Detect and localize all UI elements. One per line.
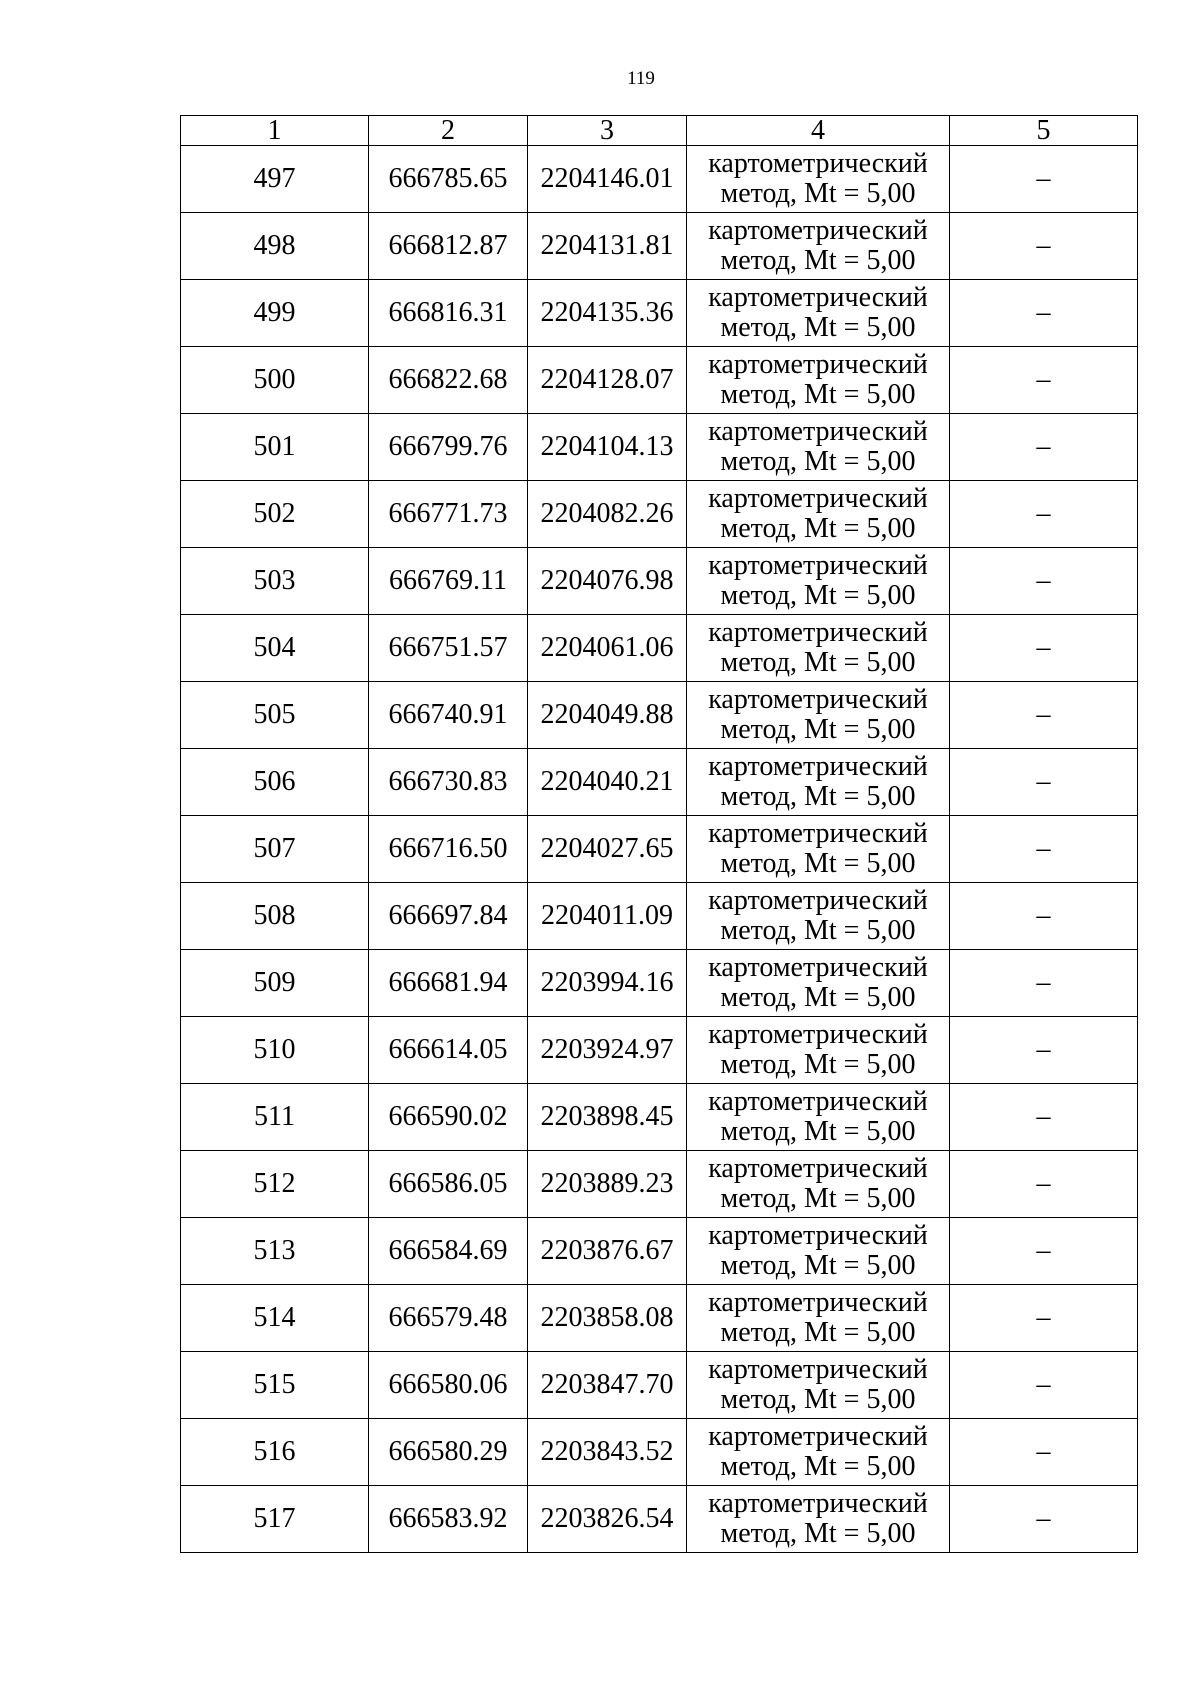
y-coordinate-cell: 2204011.09 xyxy=(528,883,687,950)
x-coordinate-cell: 666769.11 xyxy=(369,548,528,615)
method-accuracy: метод, Mt = 5,00 xyxy=(720,915,916,946)
method-name: картометрический xyxy=(708,282,928,313)
x-coordinate-cell: 666799.76 xyxy=(369,414,528,481)
x-coordinate-cell: 666579.48 xyxy=(369,1285,528,1352)
description-cell: – xyxy=(950,414,1138,481)
point-number-cell: 510 xyxy=(181,1017,369,1084)
coordinates-table xyxy=(180,115,1138,1553)
y-coordinate-cell: 2204104.13 xyxy=(528,414,687,481)
method-name: картометрический xyxy=(708,1421,928,1452)
method-cell xyxy=(687,1352,950,1419)
y-coordinate-cell: 2204146.01 xyxy=(528,146,687,213)
method-name: картометрический xyxy=(708,148,928,179)
method-accuracy: метод, Mt = 5,00 xyxy=(720,1049,916,1080)
description-cell: – xyxy=(950,1419,1138,1486)
header-cell-5: 5 xyxy=(950,116,1138,146)
method-cell xyxy=(687,1419,950,1486)
method-cell xyxy=(687,1486,950,1553)
method-accuracy: метод, Mt = 5,00 xyxy=(720,446,916,477)
y-coordinate-cell: 2204049.88 xyxy=(528,682,687,749)
table-row xyxy=(181,481,1138,548)
method-accuracy: метод, Mt = 5,00 xyxy=(720,1250,916,1281)
point-number-cell: 501 xyxy=(181,414,369,481)
method-accuracy: метод, Mt = 5,00 xyxy=(720,379,916,410)
x-coordinate-cell: 666816.31 xyxy=(369,280,528,347)
x-coordinate-cell: 666583.92 xyxy=(369,1486,528,1553)
page-number: 119 xyxy=(627,68,655,89)
description-cell: – xyxy=(950,950,1138,1017)
method-name: картометрический xyxy=(708,952,928,983)
method-name: картометрический xyxy=(708,885,928,916)
point-number-cell: 504 xyxy=(181,615,369,682)
table-row xyxy=(181,615,1138,682)
point-number-cell: 497 xyxy=(181,146,369,213)
method-accuracy: метод, Mt = 5,00 xyxy=(720,1116,916,1147)
y-coordinate-cell: 2203898.45 xyxy=(528,1084,687,1151)
description-cell: – xyxy=(950,213,1138,280)
description-cell: – xyxy=(950,1285,1138,1352)
point-number-cell: 499 xyxy=(181,280,369,347)
point-number-cell: 514 xyxy=(181,1285,369,1352)
method-name: картометрический xyxy=(708,751,928,782)
method-name: картометрический xyxy=(708,1086,928,1117)
y-coordinate-cell: 2204131.81 xyxy=(528,213,687,280)
method-cell xyxy=(687,1084,950,1151)
x-coordinate-cell: 666822.68 xyxy=(369,347,528,414)
table-row xyxy=(181,1218,1138,1285)
method-name: картометрический xyxy=(708,1354,928,1385)
point-number-cell: 502 xyxy=(181,481,369,548)
description-cell: – xyxy=(950,280,1138,347)
x-coordinate-cell: 666785.65 xyxy=(369,146,528,213)
method-accuracy: метод, Mt = 5,00 xyxy=(720,513,916,544)
table-row xyxy=(181,1419,1138,1486)
table-row xyxy=(181,347,1138,414)
method-cell xyxy=(687,347,950,414)
method-accuracy: метод, Mt = 5,00 xyxy=(720,714,916,745)
point-number-cell: 503 xyxy=(181,548,369,615)
method-cell xyxy=(687,548,950,615)
description-cell: – xyxy=(950,1084,1138,1151)
y-coordinate-cell: 2203858.08 xyxy=(528,1285,687,1352)
method-cell xyxy=(687,1218,950,1285)
description-cell: – xyxy=(950,816,1138,883)
x-coordinate-cell: 666751.57 xyxy=(369,615,528,682)
point-number-cell: 508 xyxy=(181,883,369,950)
method-name: картометрический xyxy=(708,1488,928,1519)
table-row xyxy=(181,749,1138,816)
y-coordinate-cell: 2204076.98 xyxy=(528,548,687,615)
y-coordinate-cell: 2203889.23 xyxy=(528,1151,687,1218)
point-number-cell: 498 xyxy=(181,213,369,280)
point-number-cell: 505 xyxy=(181,682,369,749)
method-cell xyxy=(687,481,950,548)
method-name: картометрический xyxy=(708,1287,928,1318)
description-cell: – xyxy=(950,1017,1138,1084)
table-row xyxy=(181,1017,1138,1084)
method-cell xyxy=(687,615,950,682)
y-coordinate-cell: 2204128.07 xyxy=(528,347,687,414)
y-coordinate-cell: 2204027.65 xyxy=(528,816,687,883)
method-accuracy: метод, Mt = 5,00 xyxy=(720,1451,916,1482)
header-cell-1: 1 xyxy=(181,116,369,146)
method-cell xyxy=(687,682,950,749)
description-cell: – xyxy=(950,347,1138,414)
method-name: картометрический xyxy=(708,1220,928,1251)
method-accuracy: метод, Mt = 5,00 xyxy=(720,848,916,879)
method-cell xyxy=(687,950,950,1017)
x-coordinate-cell: 666812.87 xyxy=(369,213,528,280)
method-cell xyxy=(687,1151,950,1218)
x-coordinate-cell: 666586.05 xyxy=(369,1151,528,1218)
table-row xyxy=(181,146,1138,213)
description-cell: – xyxy=(950,146,1138,213)
y-coordinate-cell: 2203826.54 xyxy=(528,1486,687,1553)
method-cell xyxy=(687,414,950,481)
method-name: картометрический xyxy=(708,483,928,514)
point-number-cell: 513 xyxy=(181,1218,369,1285)
table-row xyxy=(181,816,1138,883)
table-row xyxy=(181,883,1138,950)
header-cell-4: 4 xyxy=(687,116,950,146)
x-coordinate-cell: 666716.50 xyxy=(369,816,528,883)
table-row xyxy=(181,1486,1138,1553)
description-cell: – xyxy=(950,481,1138,548)
method-accuracy: метод, Mt = 5,00 xyxy=(720,1518,916,1549)
method-accuracy: метод, Mt = 5,00 xyxy=(720,1384,916,1415)
header-cell-3: 3 xyxy=(528,116,687,146)
method-accuracy: метод, Mt = 5,00 xyxy=(720,1317,916,1348)
header-cell-2: 2 xyxy=(369,116,528,146)
point-number-cell: 506 xyxy=(181,749,369,816)
y-coordinate-cell: 2203924.97 xyxy=(528,1017,687,1084)
y-coordinate-cell: 2203876.67 xyxy=(528,1218,687,1285)
method-accuracy: метод, Mt = 5,00 xyxy=(720,580,916,611)
description-cell: – xyxy=(950,1486,1138,1553)
table-row xyxy=(181,682,1138,749)
x-coordinate-cell: 666580.06 xyxy=(369,1352,528,1419)
table-row xyxy=(181,548,1138,615)
table-row xyxy=(181,213,1138,280)
point-number-cell: 511 xyxy=(181,1084,369,1151)
point-number-cell: 509 xyxy=(181,950,369,1017)
table-row xyxy=(181,414,1138,481)
method-name: картометрический xyxy=(708,349,928,380)
x-coordinate-cell: 666614.05 xyxy=(369,1017,528,1084)
y-coordinate-cell: 2204135.36 xyxy=(528,280,687,347)
point-number-cell: 500 xyxy=(181,347,369,414)
point-number-cell: 507 xyxy=(181,816,369,883)
y-coordinate-cell: 2204082.26 xyxy=(528,481,687,548)
x-coordinate-cell: 666584.69 xyxy=(369,1218,528,1285)
point-number-cell: 517 xyxy=(181,1486,369,1553)
x-coordinate-cell: 666697.84 xyxy=(369,883,528,950)
description-cell: – xyxy=(950,682,1138,749)
method-cell xyxy=(687,883,950,950)
table-row xyxy=(181,1084,1138,1151)
method-accuracy: метод, Mt = 5,00 xyxy=(720,647,916,678)
point-number-cell: 512 xyxy=(181,1151,369,1218)
method-name: картометрический xyxy=(708,1153,928,1184)
method-accuracy: метод, Mt = 5,00 xyxy=(720,1183,916,1214)
description-cell: – xyxy=(950,1352,1138,1419)
method-name: картометрический xyxy=(708,215,928,246)
y-coordinate-cell: 2204040.21 xyxy=(528,749,687,816)
description-cell: – xyxy=(950,1151,1138,1218)
y-coordinate-cell: 2203847.70 xyxy=(528,1352,687,1419)
x-coordinate-cell: 666590.02 xyxy=(369,1084,528,1151)
point-number-cell: 515 xyxy=(181,1352,369,1419)
method-name: картометрический xyxy=(708,1019,928,1050)
method-accuracy: метод, Mt = 5,00 xyxy=(720,781,916,812)
description-cell: – xyxy=(950,883,1138,950)
table-row xyxy=(181,280,1138,347)
method-cell xyxy=(687,749,950,816)
method-cell xyxy=(687,816,950,883)
y-coordinate-cell: 2203994.16 xyxy=(528,950,687,1017)
method-accuracy: метод, Mt = 5,00 xyxy=(720,312,916,343)
method-name: картометрический xyxy=(708,684,928,715)
y-coordinate-cell: 2203843.52 xyxy=(528,1419,687,1486)
method-name: картометрический xyxy=(708,550,928,581)
method-cell xyxy=(687,1285,950,1352)
method-cell xyxy=(687,146,950,213)
description-cell: – xyxy=(950,1218,1138,1285)
point-number-cell: 516 xyxy=(181,1419,369,1486)
method-accuracy: метод, Mt = 5,00 xyxy=(720,178,916,209)
x-coordinate-cell: 666730.83 xyxy=(369,749,528,816)
method-cell xyxy=(687,213,950,280)
method-name: картометрический xyxy=(708,818,928,849)
x-coordinate-cell: 666740.91 xyxy=(369,682,528,749)
method-accuracy: метод, Mt = 5,00 xyxy=(720,245,916,276)
x-coordinate-cell: 666580.29 xyxy=(369,1419,528,1486)
method-cell xyxy=(687,1017,950,1084)
method-cell xyxy=(687,280,950,347)
x-coordinate-cell: 666771.73 xyxy=(369,481,528,548)
description-cell: – xyxy=(950,615,1138,682)
method-name: картометрический xyxy=(708,416,928,447)
table-row xyxy=(181,1151,1138,1218)
table-row xyxy=(181,1285,1138,1352)
x-coordinate-cell: 666681.94 xyxy=(369,950,528,1017)
table-header-row xyxy=(181,116,1138,146)
method-name: картометрический xyxy=(708,617,928,648)
y-coordinate-cell: 2204061.06 xyxy=(528,615,687,682)
table-row xyxy=(181,950,1138,1017)
description-cell: – xyxy=(950,749,1138,816)
description-cell: – xyxy=(950,548,1138,615)
table-row xyxy=(181,1352,1138,1419)
method-accuracy: метод, Mt = 5,00 xyxy=(720,982,916,1013)
